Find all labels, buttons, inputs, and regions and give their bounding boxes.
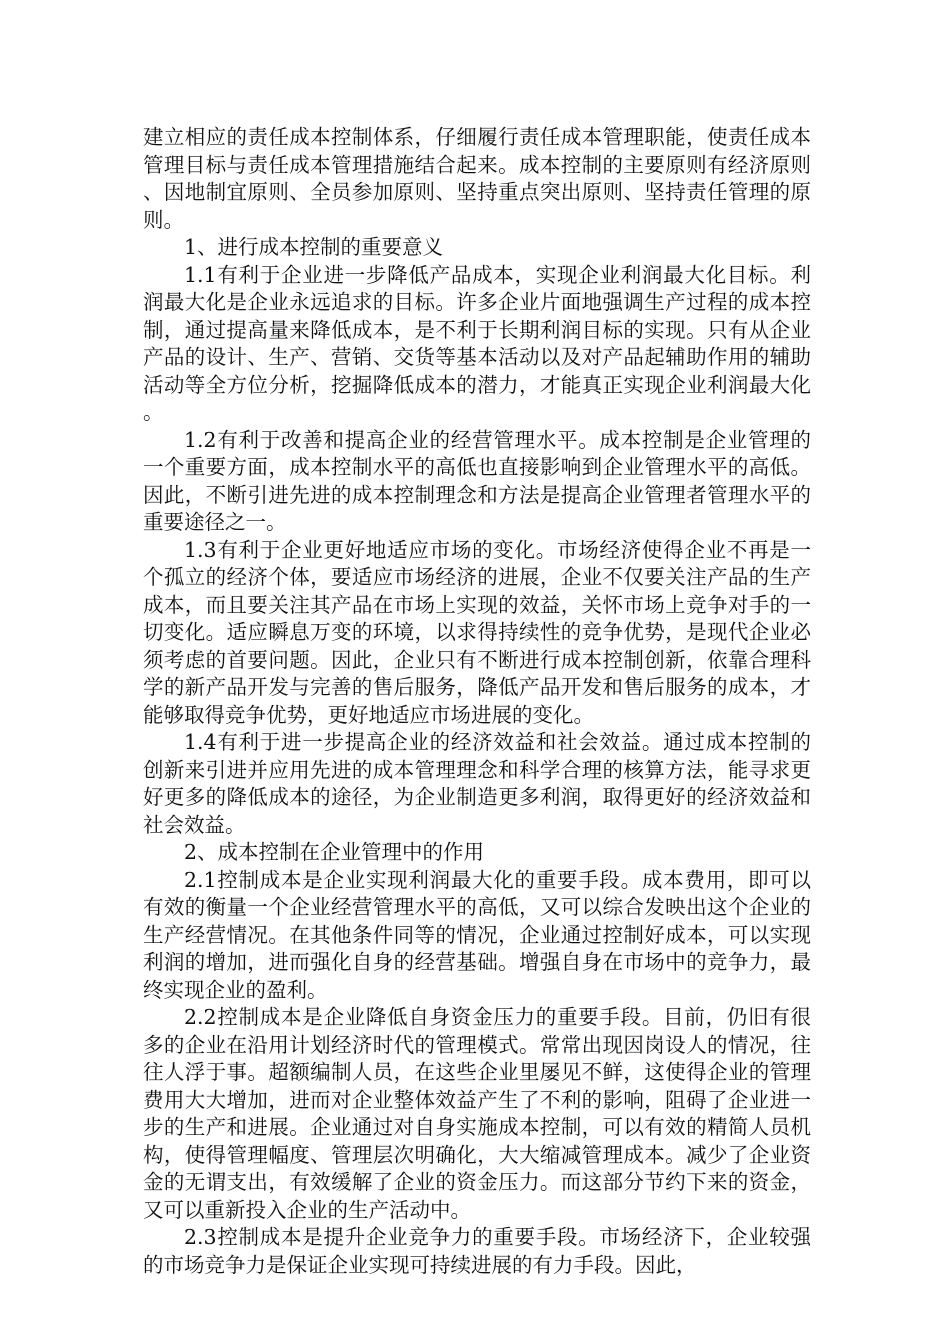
document-body: [143, 124, 811, 1279]
paragraph: 1.1有利于企业进一步降低产品成本，实现企业利润最大化目标。利润最大化是企业永远追求的目标。许多企业片面地强调生产过程的成本控制，通过提高量来降低成本，是不利于长期利润目标的实现。只有从企业产品的设计、生产、营销、交货等基本活动以及对产品起辅助作用的辅助活动等全方位分析，挖掘降低成本的潜力，才能真正实现企业利润最大化。: [143, 262, 811, 424]
paragraph: 建立相应的责任成本控制体系，仔细履行责任成本管理职能，使责任成本管理目标与责任成本管理措施结合起来。成本控制的主要原则有经济原则、因地制宜原则、全员参加原则、坚持重点突出原则、坚持责任管理的原则。: [143, 125, 811, 232]
paragraph: 2.2控制成本是企业降低自身资金压力的重要手段。目前，仍旧有很多的企业在沿用计划经济时代的管理模式。常常出现因岗设人的情况，往往人浮于事。超额编制人员，在这些企业里屡见不鲜，这使得企业的管理费用大大增加，进而对企业整体效益产生了不利的影响，阻碍了企业进一步的生产和进展。企业通过对自身实施成本控制，可以有效的精简人员机构，使得管理幅度、管理层次明确化，大大缩减管理成本。减少了企业资金的无谓支出，有效缓解了企业的资金压力。而这部分节约下来的资金，又可以重新投入企业的生产活动中。: [143, 1005, 811, 1222]
paragraph: 2.3控制成本是提升企业竞争力的重要手段。市场经济下，企业较强的市场竞争力是保证企业实现可持续进展的有力手段。因此，: [143, 1225, 811, 1277]
paragraph: 2.1控制成本是企业实现利润最大化的重要手段。成本费用，即可以有效的衡量一个企业经营管理水平的高低，又可以综合发映出这个企业的生产经营情况。在其他条件同等的情况，企业通过控制好成本，可以实现利润的增加，进而强化自身的经营基础。增强自身在市场中的竞争力，最终实现企业的盈利。: [143, 867, 811, 1002]
paragraph: 1.4有利于进一步提高企业的经济效益和社会效益。通过成本控制的创新来引进并应用先进的成本管理理念和科学合理的核算方法，能寻求更好更多的降低成本的途径，为企业制造更多利润，取得更好的经济效益和社会效益。: [143, 730, 811, 837]
paragraph: 1.3有利于企业更好地适应市场的变化。市场经济使得企业不再是一个孤立的经济个体，要适应市场经济的进展，企业不仅要关注产品的生产成本，而且要关注其产品在市场上实现的效益，关怀市场上竞争对手的一切变化。适应瞬息万变的环境，以求得持续性的竞争优势，是现代企业必须考虑的首要问题。因此，企业只有不断进行成本控制创新，依靠合理科学的新产品开发与完善的售后服务，降低产品开发和售后服务的成本，才能够取得竞争优势，更好地适应市场进展的变化。: [143, 537, 811, 727]
section-heading: 2、成本控制在企业管理中的作用: [184, 840, 485, 864]
section-heading: 1、进行成本控制的重要意义: [184, 235, 444, 259]
paragraph: 1.2有利于改善和提高企业的经营管理水平。成本控制是企业管理的一个重要方面，成本控制水平的高低也直接影响到企业管理水平的高低。因此，不断引进先进的成本控制理念和方法是提高企业管理者管理水平的重要途径之一。: [143, 427, 811, 534]
